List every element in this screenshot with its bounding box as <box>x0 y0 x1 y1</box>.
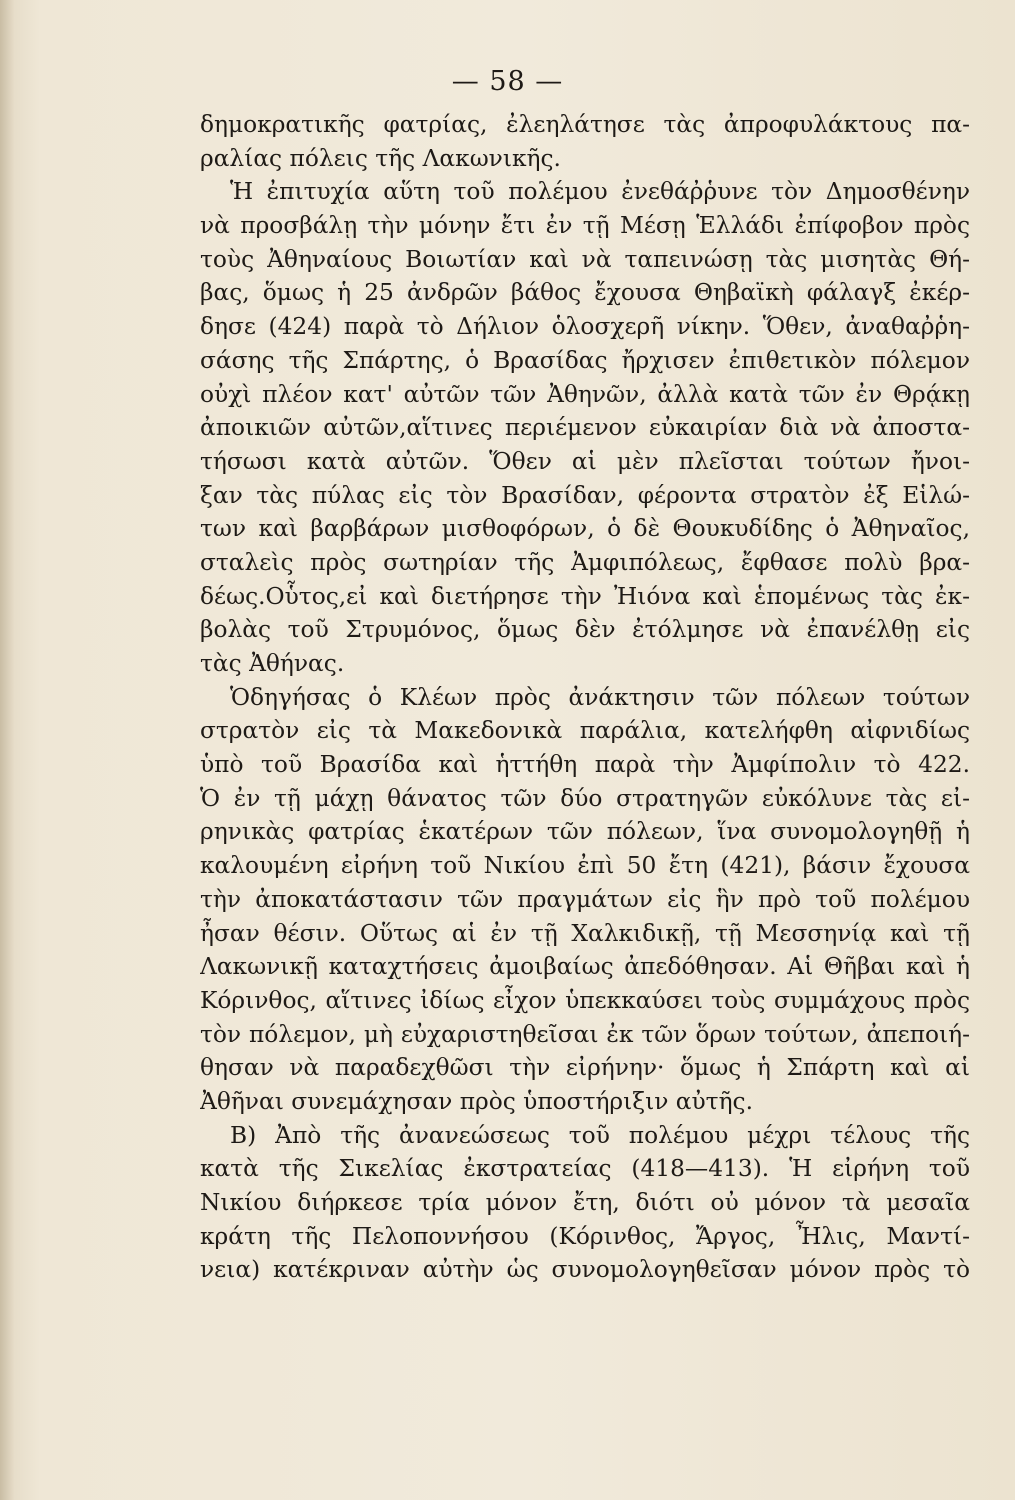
text-line: οὐχὶ πλέον κατ' αὐτῶν τῶν Ἀθηνῶν, ἀλλὰ κατὰ τῶν ἐν Θρᾴκῃ <box>200 380 970 408</box>
body-text <box>200 108 970 1287</box>
text-line: σάσης τῆς Σπάρτης, ὁ Βρασίδας ἤρχισεν ἐπιθετικὸν πόλεμον <box>200 346 970 374</box>
text-line: Ὁ ἐν τῇ μάχῃ θάνατος τῶν δύο στρατηγῶν εὐκόλυνε τὰς εἰ- <box>200 784 970 812</box>
text-line: Β) Ἀπὸ τῆς ἀνανεώσεως τοῦ πολέμου μέχρι τέλους τῆς <box>230 1121 970 1149</box>
page-spine-shadow <box>0 0 14 1500</box>
text-line: δησε (424) παρὰ τὸ Δήλιον ὁλοσχερῆ νίκην. Ὅθεν, ἀναθαῤῥη- <box>200 313 970 341</box>
text-line: ρηνικὰς φατρίας ἑκατέρων τῶν πόλεων, ἵνα συνομολογηθῇ ἡ <box>200 818 970 846</box>
text-line: Νικίου διήρκεσε τρία μόνον ἔτη, διότι οὐ μόνον τὰ μεσαῖα <box>200 1189 970 1216</box>
text-line: των καὶ βαρβάρων μισθοφόρων, ὁ δὲ Θουκυδίδης ὁ Ἀθηναῖος, <box>200 515 970 543</box>
text-line: Ἡ ἐπιτυχία αὕτη τοῦ πολέμου ἐνεθάῤῥυνε τὸν Δημοσθένην <box>230 178 970 206</box>
text-line: τὴν ἀποκατάστασιν τῶν πραγμάτων εἰς ἣν πρὸ τοῦ πολέμου <box>200 885 970 913</box>
text-line: Κόρινθος, αἵτινες ἰδίως εἶχον ὑπεκκαύσει τοὺς συμμάχους πρὸς <box>200 986 970 1014</box>
text-line: νὰ προσβάλῃ τὴν μόνην ἔτι ἐν τῇ Μέσῃ Ἑλλάδι ἐπίφοβον πρὸς <box>200 212 970 240</box>
text-line: στρατὸν εἰς τὰ Μακεδονικὰ παράλια, κατελήφθη αἰφνιδίως <box>200 717 970 745</box>
text-line: καλουμένη εἰρήνη τοῦ Νικίου ἐπὶ 50 ἔτη (421), βάσιν ἔχουσα <box>200 852 970 880</box>
text-line: ἀποικιῶν αὐτῶν,αἵτινες περιέμενον εὐκαιρίαν διὰ νὰ ἀποστα- <box>200 414 970 442</box>
text-line: Ἀθῆναι συνεμάχησαν πρὸς ὑποστήριξιν αὐτῆς. <box>200 1087 753 1115</box>
text-line: σταλεὶς πρὸς σωτηρίαν τῆς Ἀμφιπόλεως, ἔφθασε πολὺ βρα- <box>200 548 970 576</box>
text-line: τοὺς Ἀθηναίους Βοιωτίαν καὶ νὰ ταπεινώσῃ τὰς μισητὰς Θή- <box>200 245 970 273</box>
text-line: τήσωσι κατὰ αὐτῶν. Ὅθεν αἱ μὲν πλεῖσται τούτων ἤνοι- <box>200 447 970 475</box>
text-line: ξαν τὰς πύλας εἰς τὸν Βρασίδαν, φέροντα στρατὸν ἐξ Εἱλώ- <box>200 481 970 509</box>
text-line: ραλίας πόλεις τῆς Λακωνικῆς. <box>200 144 561 172</box>
text-line: Ὁδηγήσας ὁ Κλέων πρὸς ἀνάκτησιν τῶν πόλεων τούτων <box>230 683 970 711</box>
text-line: κατὰ τῆς Σικελίας ἐκστρατείας (418—413). Ἡ εἰρήνη τοῦ <box>200 1155 970 1183</box>
text-line: ἦσαν θέσιν. Οὕτως αἱ ἐν τῇ Χαλκιδικῇ, τῇ Μεσσηνίᾳ καὶ τῇ <box>200 919 970 947</box>
page-number: — 58 — <box>451 66 564 97</box>
text-line: Λακωνικῇ καταχτήσεις ἀμοιβαίως ἀπεδόθησαν. Αἱ Θῆβαι καὶ ἡ <box>200 953 970 981</box>
text-line: κράτη τῆς Πελοποννήσου (Κόρινθος, Ἄργος, Ἦλις, Μαντί- <box>200 1222 970 1250</box>
text-line: βολὰς τοῦ Στρυμόνος, ὅμως δὲν ἐτόλμησε νὰ ἐπανέλθῃ εἰς <box>200 616 970 644</box>
text-line: νεια) κατέκριναν αὐτὴν ὡς συνομολογηθεῖσαν μόνον πρὸς τὸ <box>200 1256 970 1284</box>
text-line: θησαν νὰ παραδεχθῶσι τὴν εἰρήνην· ὅμως ἡ Σπάρτη καὶ αἱ <box>200 1054 970 1082</box>
text-line: ὑπὸ τοῦ Βρασίδα καὶ ἡττήθη παρὰ τὴν Ἀμφίπολιν τὸ 422. <box>200 751 970 779</box>
text-line: τὰς Ἀθήνας. <box>200 650 345 677</box>
text-line: βας, ὅμως ἡ 25 ἀνδρῶν βάθος ἔχουσα Θηβαϊκὴ φάλαγξ ἐκέρ- <box>200 279 970 307</box>
text-line: δέως.Οὗτος,εἰ καὶ διετήρησε τὴν Ἠιόνα καὶ ἑπομένως τὰς ἐκ- <box>200 582 970 610</box>
text-line: τὸν πόλεμον, μὴ εὐχαριστηθεῖσαι ἐκ τῶν ὅρων τούτων, ἀπεποιή- <box>200 1020 970 1048</box>
text-line: δημοκρατικῆς φατρίας, ἐλεηλάτησε τὰς ἀπροφυλάκτους πα- <box>200 111 970 138</box>
